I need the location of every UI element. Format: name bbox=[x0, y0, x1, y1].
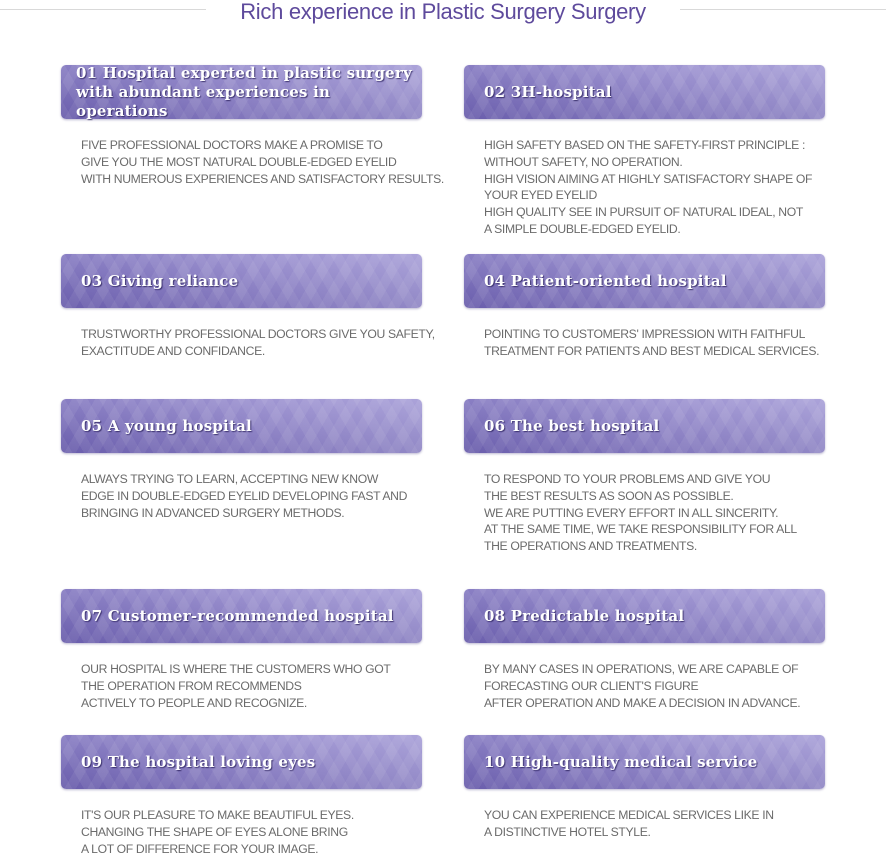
feature-card-header bbox=[61, 589, 422, 643]
feature-card-text: TRUSTWORTHY PROFESSIONAL DOCTORS GIVE YOU SAFETY, EXACTITUDE AND CONFIDANCE. bbox=[81, 327, 435, 358]
feature-card-08 bbox=[464, 589, 864, 711]
feature-card-06 bbox=[464, 399, 864, 555]
feature-card-title: 07 Customer-recommended hospital bbox=[81, 606, 394, 625]
feature-card-02 bbox=[464, 65, 864, 238]
feature-card-title: 04 Patient-oriented hospital bbox=[484, 271, 727, 290]
feature-card-text: OUR HOSPITAL IS WHERE THE CUSTOMERS WHO GOT THE OPERATION FROM RECOMMENDS ACTIVELY TO PEOPLE AND RECOGNIZE. bbox=[81, 662, 391, 710]
feature-card-01 bbox=[61, 65, 461, 187]
feature-card-text: BY MANY CASES IN OPERATIONS, WE ARE CAPABLE OF FORECASTING OUR CLIENT'S FIGURE AFTER OPERATION AND MAKE A DECISION IN ADVANCE. bbox=[484, 662, 801, 710]
feature-card-text: YOU CAN EXPERIENCE MEDICAL SERVICES LIKE IN A DISTINCTIVE HOTEL STYLE. bbox=[484, 808, 774, 839]
feature-card-text: FIVE PROFESSIONAL DOCTORS MAKE A PROMISE TO GIVE YOU THE MOST NATURAL DOUBLE-EDGED EYELID WITH NUMEROUS EXPERIENCES AND SATISFACTORY RESULTS. bbox=[81, 138, 444, 186]
feature-card-header bbox=[61, 65, 422, 119]
page-title-text: Rich experience in Plastic Surgery Surgery bbox=[206, 0, 680, 24]
feature-card-07 bbox=[61, 589, 461, 711]
feature-card-title: 09 The hospital loving eyes bbox=[81, 752, 316, 771]
feature-card-header bbox=[464, 254, 825, 308]
feature-card-text: POINTING TO CUSTOMERS' IMPRESSION WITH FAITHFUL TREATMENT FOR PATIENTS AND BEST MEDICAL SERVICES. bbox=[484, 327, 820, 358]
feature-card-title: 01 Hospital experted in plastic surgery with abundant experiences in operations bbox=[76, 63, 412, 120]
feature-card-header bbox=[464, 65, 825, 119]
feature-card-header bbox=[464, 399, 825, 453]
feature-card-text: TO RESPOND TO YOUR PROBLEMS AND GIVE YOU THE BEST RESULTS AS SOON AS POSSIBLE. WE ARE PUTTING EVERY EFFORT IN ALL SINCERITY. AT THE SAME TIME, WE TAKE RESPONSIBILITY FOR ALL THE OPERATIONS AND TREATMENTS. bbox=[484, 472, 797, 554]
feature-card-title: 05 A young hospital bbox=[81, 416, 252, 435]
feature-card-text: IT'S OUR PLEASURE TO MAKE BEAUTIFUL EYES. CHANGING THE SHAPE OF EYES ALONE BRING A LOT OF DIFFERENCE FOR YOUR IMAGE. bbox=[81, 808, 354, 856]
feature-card-title: 10 High-quality medical service bbox=[484, 752, 758, 771]
feature-card-header bbox=[464, 735, 825, 789]
feature-card-title: 06 The best hospital bbox=[484, 416, 660, 435]
feature-card-05 bbox=[61, 399, 461, 521]
feature-card-header bbox=[464, 589, 825, 643]
feature-card-text: ALWAYS TRYING TO LEARN, ACCEPTING NEW KNOW EDGE IN DOUBLE-EDGED EYELID DEVELOPING FAST AND BRINGING IN ADVANCED SURGERY METHODS. bbox=[81, 472, 408, 520]
feature-card-title: 03 Giving reliance bbox=[81, 271, 239, 290]
feature-card-title: 08 Predictable hospital bbox=[484, 606, 685, 625]
feature-card-03 bbox=[61, 254, 461, 360]
feature-card-header bbox=[61, 735, 422, 789]
page-title bbox=[0, 0, 886, 24]
feature-card-header bbox=[61, 399, 422, 453]
feature-card-header bbox=[61, 254, 422, 308]
feature-card-title: 02 3H-hospital bbox=[484, 82, 612, 101]
feature-card-10 bbox=[464, 735, 864, 841]
feature-card-04 bbox=[464, 254, 864, 360]
feature-card-09 bbox=[61, 735, 461, 857]
feature-card-text: HIGH SAFETY BASED ON THE SAFETY-FIRST PRINCIPLE : WITHOUT SAFETY, NO OPERATION. HIGH VISION AIMING AT HIGHLY SATISFACTORY SHAPE OF YOUR EYED EYELID HIGH QUALITY SEE IN PURSUIT OF NATURAL IDEAL, NOT A SIMPLE DOUBLE-EDGED EYELID. bbox=[484, 138, 813, 236]
